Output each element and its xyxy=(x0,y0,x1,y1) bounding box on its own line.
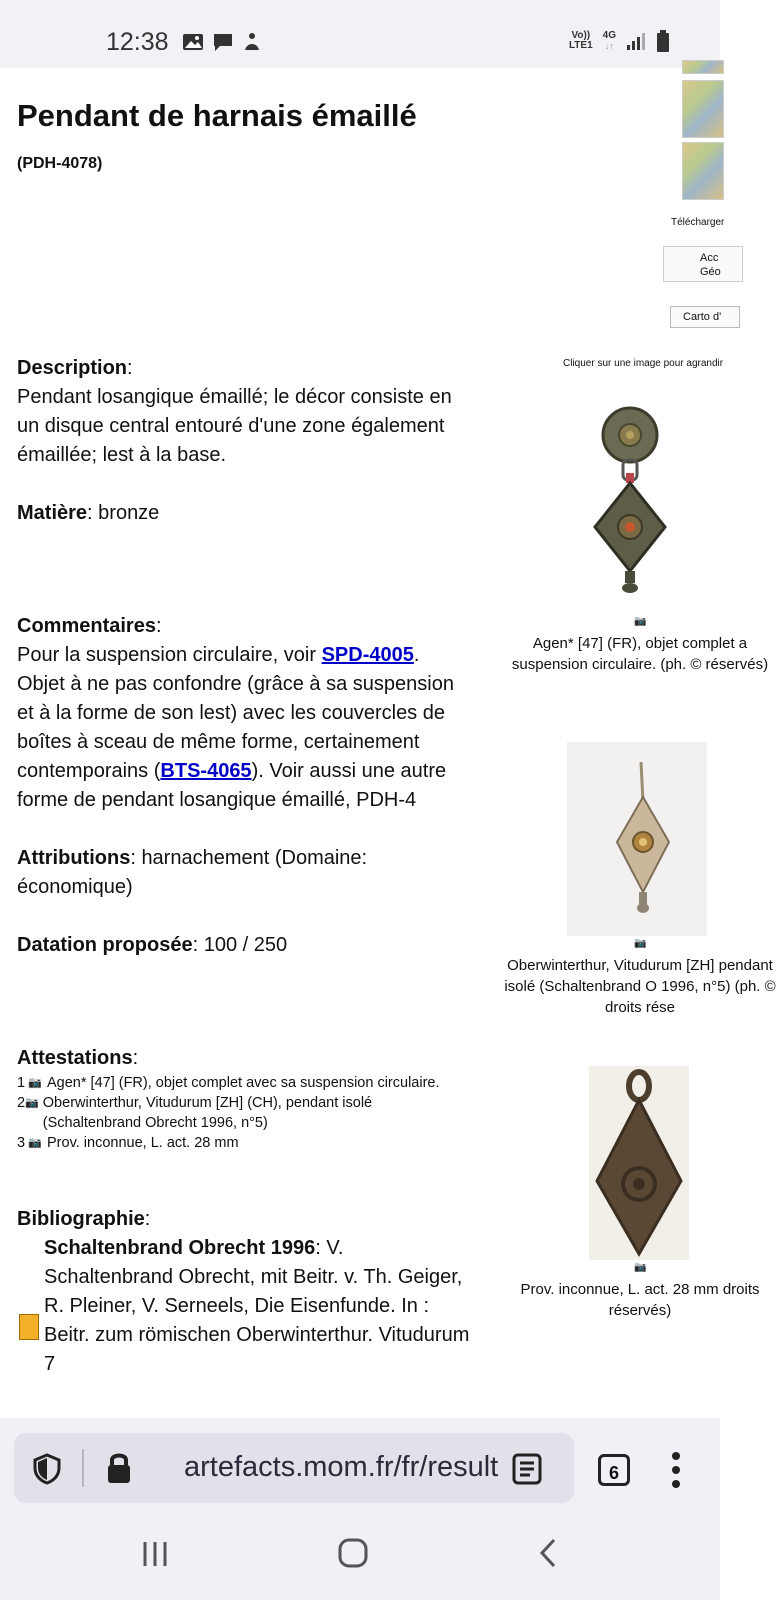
camera-icon[interactable]: 📷 xyxy=(28,1137,42,1149)
attributions-label: Attributions xyxy=(17,847,131,869)
volte-indicator xyxy=(569,31,593,51)
bibliographie-label: Bibliographie xyxy=(17,1208,145,1230)
signal-icon xyxy=(626,32,646,50)
bib-text: : V. Schaltenbrand Obrecht, mit Beitr. v. Th. Geiger, R. Pleiner, V. Serneels, Die Eisenfunde. In : Beitr. zum römischen Oberwinterthur. Vitudurum 7 xyxy=(44,1237,470,1375)
list-item[interactable] xyxy=(17,1073,472,1093)
item-number: 1 xyxy=(17,1075,26,1091)
recent-apps-icon[interactable] xyxy=(140,1539,170,1569)
comment-text: . Objet à ne pas confondre (grâce à sa suspension et à la forme de son lest) avec les couvercles de boîtes à sceau de même forme, certainement contemporains ( xyxy=(17,644,454,782)
map-thumbnail[interactable] xyxy=(682,142,724,200)
back-icon[interactable] xyxy=(538,1537,558,1569)
link-bts-4065[interactable]: BTS-4065 xyxy=(160,760,252,782)
attestations-section: Attestations: xyxy=(17,1047,139,1069)
geo-access-button[interactable] xyxy=(663,246,743,282)
accessibility-icon xyxy=(242,32,262,52)
carto-button[interactable]: Carto d' xyxy=(670,306,740,328)
attestations-label: Attestations xyxy=(17,1047,133,1069)
bibliographie-section: Bibliographie: xyxy=(17,1208,151,1230)
zoom-icon[interactable]: 📷 xyxy=(634,1262,647,1273)
description-text: Pendant losangique émaillé; le décor consiste en un disque central entouré d'une zone également émaillée; lest à la base. xyxy=(17,386,452,466)
zoom-icon[interactable]: 📷 xyxy=(634,616,647,627)
shield-icon[interactable] xyxy=(32,1453,62,1485)
matiere-value: bronze xyxy=(98,502,160,524)
datation-label: Datation proposée xyxy=(17,934,193,956)
datation-value: 100 / 250 xyxy=(203,934,288,956)
link-spd-4005[interactable]: SPD-4005 xyxy=(321,644,414,666)
browser-toolbar xyxy=(0,1418,720,1525)
commentaires-section: Commentaires: Pour la suspension circulaire, voir SPD-4005. Objet à ne pas confondre (grâce à sa suspension et à la forme de son lest) avec les couvercles de boîtes à sceau de même forme, certainement contemporains (BTS-4065). Voir aussi une autre forme de pendant losangique émaillé, PDH-4 xyxy=(17,615,454,811)
list-item[interactable] xyxy=(17,1093,472,1133)
datation-section: Datation proposée: 100 / 250 xyxy=(17,934,288,956)
url-text[interactable]: artefacts.mom.fr/fr/result xyxy=(184,1451,499,1483)
bibliography-entry xyxy=(17,1234,472,1379)
notification-icons xyxy=(182,32,262,52)
camera-icon[interactable]: 📷 xyxy=(25,1097,39,1109)
description-label: Description xyxy=(17,357,128,379)
zoom-icon[interactable]: 📷 xyxy=(634,938,647,949)
geo-button-line1: Acc xyxy=(700,252,719,264)
network-gen: 4G ↓↑ xyxy=(602,30,616,51)
lock-icon[interactable] xyxy=(106,1451,132,1485)
attestations-list xyxy=(17,1073,472,1153)
note-icon[interactable] xyxy=(19,1314,39,1340)
artifact-image-oberwinterthur[interactable] xyxy=(567,742,707,936)
geo-button-line2: Géo xyxy=(700,266,721,278)
item-text: Oberwinterthur, Vitudurum [ZH] (CH), pendant isolé (Schaltenbrand Obrecht 1996, n°5) xyxy=(42,1095,373,1131)
download-link[interactable]: Télécharger xyxy=(671,217,725,228)
item-text: Prov. inconnue, L. act. 28 mm xyxy=(47,1135,239,1151)
artifact-image-agen[interactable] xyxy=(585,405,675,595)
web-page xyxy=(0,68,776,1418)
attributions-value: harnachement (Domaine: économique) xyxy=(17,847,368,898)
lte-label: LTE1 xyxy=(568,40,593,51)
bib-author: Schaltenbrand Obrecht 1996 xyxy=(44,1237,316,1259)
page-title: Pendant de harnais émaillé xyxy=(17,98,417,133)
system-icons xyxy=(569,30,670,52)
matiere-section: Matière: bronze xyxy=(17,502,160,524)
item-text: Agen* [47] (FR), objet complet avec sa suspension circulaire. xyxy=(47,1075,440,1091)
list-item[interactable] xyxy=(17,1133,472,1153)
battery-icon xyxy=(656,30,670,52)
divider xyxy=(82,1449,84,1487)
image-hint: Cliquer sur une image pour agrandir xyxy=(563,358,724,369)
status-time: 12:38 xyxy=(106,28,169,56)
tab-counter-button[interactable]: 6 xyxy=(598,1454,630,1486)
status-bar xyxy=(0,0,720,68)
main-content xyxy=(17,354,472,1379)
address-bar[interactable] xyxy=(14,1433,574,1503)
more-menu-icon[interactable] xyxy=(670,1450,682,1490)
item-number: 3 xyxy=(17,1135,26,1151)
map-thumbnail[interactable] xyxy=(682,60,724,74)
gallery-icon xyxy=(182,33,204,51)
reader-mode-icon[interactable] xyxy=(512,1453,542,1485)
image-caption: Oberwinterthur, Vitudurum [ZH] pendant isolé (Schaltenbrand O 1996, n°5) (ph. © droits rése xyxy=(504,957,776,1016)
description-section: Description: Pendant losangique émaillé; le décor consiste en un disque central entouré d'une zone également émaillée; lest à la base. xyxy=(17,357,452,466)
attributions-section: Attributions: harnachement (Domaine: économique) xyxy=(17,847,368,898)
matiere-label: Matière xyxy=(17,502,88,524)
commentaires-label: Commentaires xyxy=(17,615,156,637)
comment-text: Pour la suspension circulaire, voir xyxy=(17,644,322,666)
camera-icon[interactable]: 📷 xyxy=(28,1077,42,1089)
object-code: (PDH-4078) xyxy=(17,155,103,172)
home-icon[interactable] xyxy=(337,1537,369,1569)
volte-label: Vo)) xyxy=(571,30,591,41)
message-icon xyxy=(212,32,234,52)
network-gen-label: 4G xyxy=(602,30,616,41)
artifact-image-unknown[interactable] xyxy=(589,1066,689,1260)
comment-text: ). Voir aussi une autre forme de pendant losangique émaillé, PDH-4 xyxy=(17,760,447,811)
item-number: 2 xyxy=(17,1095,26,1111)
map-thumbnail[interactable] xyxy=(682,80,724,138)
system-nav-bar xyxy=(0,1525,720,1600)
image-caption: Prov. inconnue, L. act. 28 mm droits réservés) xyxy=(520,1281,760,1319)
image-caption: Agen* [47] (FR), objet complet a suspension circulaire. (ph. © réservés) xyxy=(511,635,769,673)
